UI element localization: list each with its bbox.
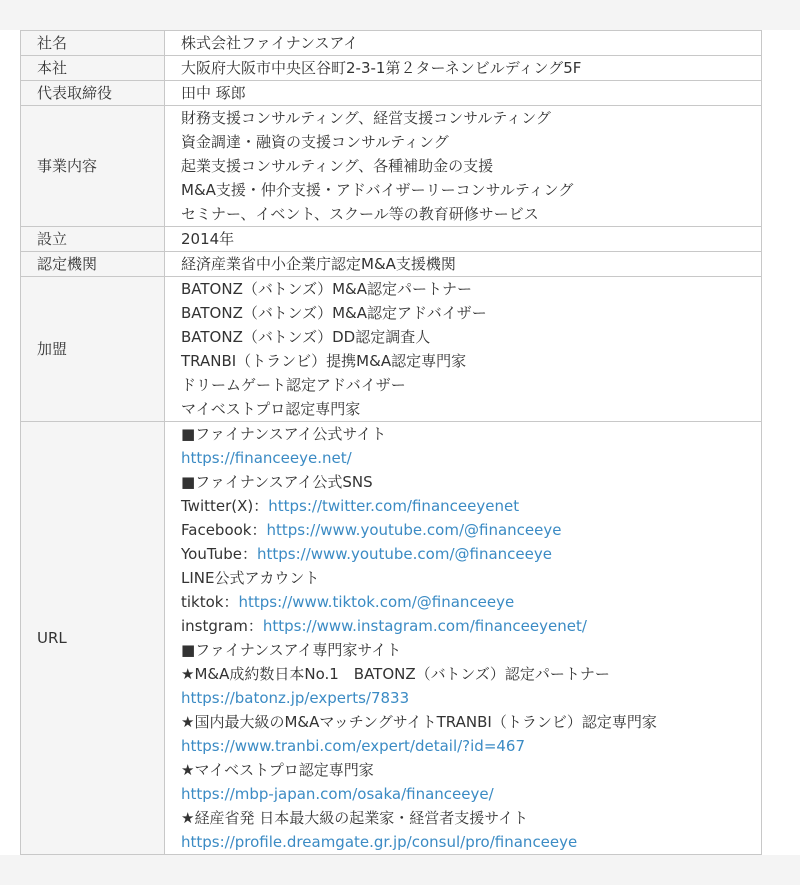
company-name-text: 株式会社ファイナンスアイ — [181, 34, 359, 52]
twitter-label: Twitter(X)： — [181, 497, 269, 515]
twitter-link[interactable]: https://twitter.com/financeeyenet — [268, 497, 520, 515]
business-item: 資金調達・融資の支援コンサルティング — [181, 133, 449, 151]
official-site-link[interactable]: https://financeeye.net/ — [181, 449, 352, 467]
label-business: 事業内容 — [21, 106, 165, 227]
label-certification: 認定機関 — [21, 252, 165, 277]
official-site-heading: ■ファイナンスアイ公式サイト — [181, 425, 387, 443]
youtube-line — [181, 542, 761, 566]
mbp-heading: ★マイベストプロ認定専門家 — [181, 761, 374, 779]
row-business — [21, 106, 762, 227]
instgram-line — [181, 614, 761, 638]
row-url — [21, 422, 762, 855]
label-membership: 加盟 — [21, 277, 165, 422]
youtube-link[interactable]: https://www.youtube.com/@financeeye — [257, 545, 552, 563]
mbp-line — [181, 782, 761, 806]
value-representative — [165, 81, 762, 106]
batonz-line — [181, 686, 761, 710]
membership-item: TRANBI（トランビ）提携M&A認定専門家 — [181, 352, 467, 370]
dreamgate-heading: ★経産省発 日本最大級の起業家・経営者支援サイト — [181, 809, 529, 827]
membership-item: BATONZ（バトンズ）DD認定調査人 — [181, 328, 431, 346]
row-established — [21, 227, 762, 252]
business-item: M&A支援・仲介支援・アドバイザーリーコンサルティング — [181, 181, 574, 199]
batonz-heading: ★M&A成約数日本No.1 BATONZ（バトンズ）認定パートナー — [181, 665, 610, 683]
company-info-table — [20, 30, 762, 855]
row-headquarters — [21, 56, 762, 81]
business-item: セミナー、イベント、スクール等の教育研修サービス — [181, 205, 539, 223]
business-item: 起業支援コンサルティング、各種補助金の支援 — [181, 157, 494, 175]
twitter-line — [181, 494, 761, 518]
label-headquarters: 本社 — [21, 56, 165, 81]
row-representative — [21, 81, 762, 106]
headquarters-address: 大阪府大阪市中央区谷町2-3-1第２ターネンビルディング5F — [181, 59, 582, 77]
instgram-link[interactable]: https://www.instagram.com/financeeyenet/ — [262, 617, 587, 635]
mbp-link[interactable]: https://mbp-japan.com/osaka/financeeye/ — [181, 785, 494, 803]
tiktok-line — [181, 590, 761, 614]
value-business — [165, 106, 762, 227]
row-company-name — [21, 31, 762, 56]
membership-item: ドリームゲート認定アドバイザー — [181, 376, 406, 394]
tranbi-heading: ★国内最大級のM&AマッチングサイトTRANBI（トランビ）認定専門家 — [181, 713, 657, 731]
certification-text: 経済産業省中小企業庁認定M&A支援機関 — [181, 255, 456, 273]
row-membership — [21, 277, 762, 422]
line-account-text: LINE公式アカウント — [181, 569, 320, 587]
tiktok-label: tiktok： — [181, 593, 239, 611]
label-company-name: 社名 — [21, 31, 165, 56]
top-band — [0, 0, 800, 30]
tiktok-link[interactable]: https://www.tiktok.com/@financeeye — [238, 593, 515, 611]
membership-item: BATONZ（バトンズ）M&A認定アドバイザー — [181, 304, 487, 322]
facebook-line — [181, 518, 761, 542]
sns-heading: ■ファイナンスアイ公式SNS — [181, 473, 373, 491]
expert-site-heading: ■ファイナンスアイ専門家サイト — [181, 641, 402, 659]
value-certification — [165, 252, 762, 277]
value-company-name — [165, 31, 762, 56]
value-url — [165, 422, 762, 855]
instgram-label: instgram： — [181, 617, 263, 635]
youtube-label: YouTube： — [181, 545, 257, 563]
dreamgate-link[interactable]: https://profile.dreamgate.gr.jp/consul/pro/financeeye — [181, 833, 578, 851]
label-url: URL — [21, 422, 165, 855]
established-year: 2014年 — [181, 230, 235, 248]
value-membership — [165, 277, 762, 422]
label-representative: 代表取締役 — [21, 81, 165, 106]
label-established: 設立 — [21, 227, 165, 252]
representative-name: 田中 琢郎 — [181, 84, 246, 102]
business-item: 財務支援コンサルティング、経営支援コンサルティング — [181, 109, 551, 127]
tranbi-link[interactable]: https://www.tranbi.com/expert/detail/?id=467 — [181, 737, 526, 755]
row-certification — [21, 252, 762, 277]
value-headquarters — [165, 56, 762, 81]
tranbi-line — [181, 734, 761, 758]
facebook-link[interactable]: https://www.youtube.com/@financeeye — [266, 521, 562, 539]
dreamgate-line — [181, 830, 761, 854]
facebook-label: Facebook： — [181, 521, 267, 539]
value-established — [165, 227, 762, 252]
membership-item: BATONZ（バトンズ）M&A認定パートナー — [181, 280, 473, 298]
membership-item: マイベストプロ認定専門家 — [181, 400, 361, 418]
batonz-link[interactable]: https://batonz.jp/experts/7833 — [181, 689, 410, 707]
official-site-line — [181, 446, 761, 470]
